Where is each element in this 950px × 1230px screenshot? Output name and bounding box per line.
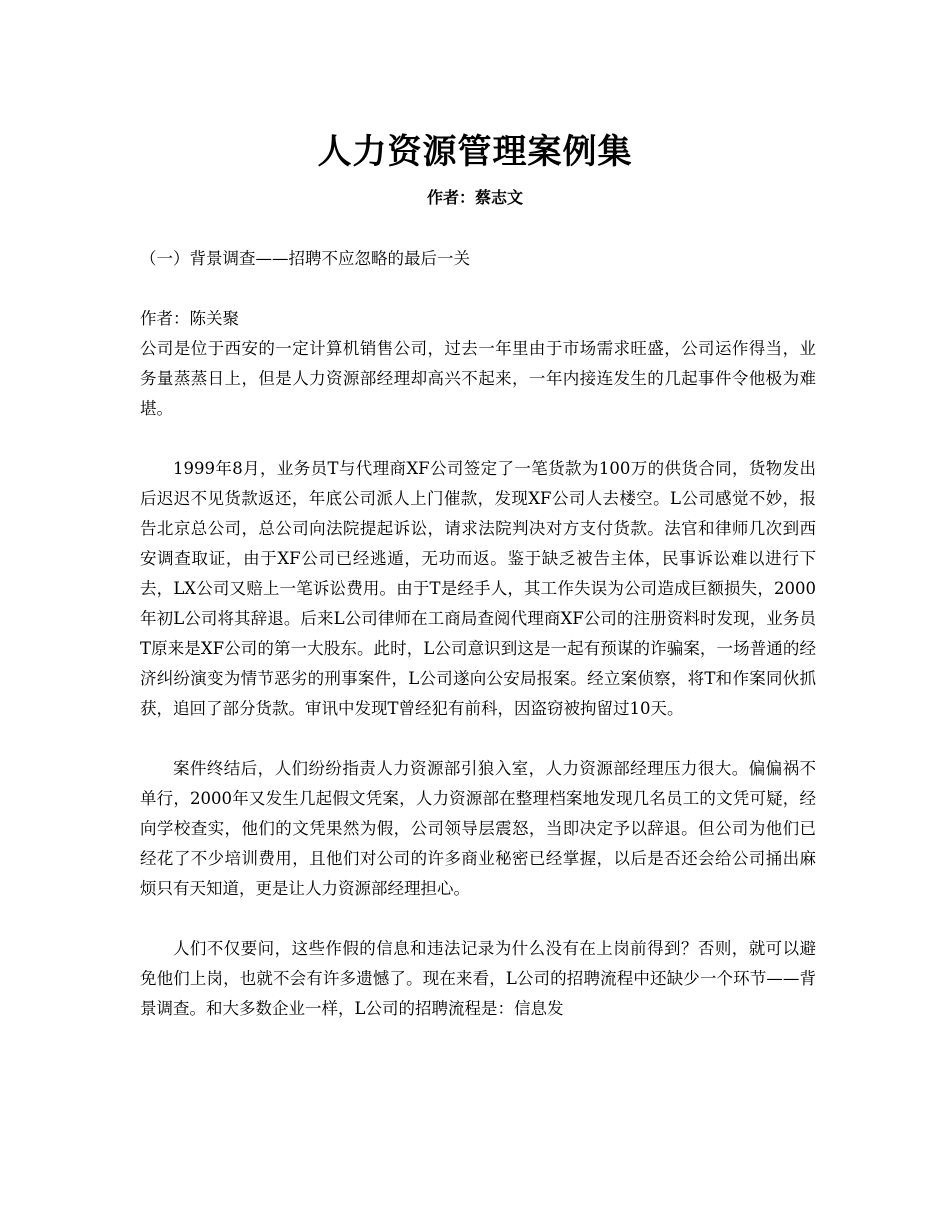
paragraph-case-diplomas: 案件终结后，人们纷纷指责人力资源部引狼入室，人力资源部经理压力很大。偏偏祸不单行，2000年又发生几起假文凭案，人力资源部在整理档案地发现几名员工的文凭可疑，经向学校查实，他们的文凭果然为假，公司领导层震怒，当即决定予以辞退。但公司为他们已经花了不少培训费用，且他们对公司的许多商业秘密已经掌握，以后是否还会给公司捅出麻烦只有天知道，更是让人力资源部经理担心。: [140, 759, 816, 898]
spacer: [140, 274, 816, 304]
paragraph-background-check: 人们不仅要问，这些作假的信息和违法记录为什么没有在上岗前得到？否则，就可以避免他们上岗，也就不会有许多遗憾了。现在来看，L公司的招聘流程中还缺少一个环节——背景调查。和大多数企业一样，L公司的招聘流程是：信息发: [140, 939, 816, 1018]
document-body: [140, 244, 816, 1024]
section-author: 作者：陈关聚: [140, 309, 239, 328]
document-title: 人力资源管理案例集: [317, 132, 633, 172]
spacer: [140, 424, 816, 454]
spacer: [140, 724, 816, 754]
paragraph-case-fraud: 1999年8月，业务员T与代理商XF公司签定了一笔货款为100万的供货合同，货物发出后迟迟不见货款返还，年底公司派人上门催款，发现XF公司人去楼空。L公司感觉不妙，报告北京总公司，总公司向法院提起诉讼，请求法院判决对方支付货款。法官和律师几次到西安调查取证，由于XF公司已经逃遁，无功而返。鉴于缺乏被告主体，民事诉讼难以进行下去，LX公司又赔上一笔诉讼费用。由于T是经手人，其工作失误为公司造成巨额损失，2000年初L公司将其辞退。后来L公司律师在工商局查阅代理商XF公司的注册资料时发现，业务员T原来是XF公司的第一大股东。此时，L公司意识到这是一起有预谋的诈骗案，一场普通的经济纠纷演变为情节恶劣的刑事案件，L公司遂向公安局报案。经立案侦察，将T和作案同伙抓获，追回了部分货款。审讯中发现T曾经犯有前科，因盗窃被拘留过10天。: [140, 459, 816, 718]
paragraph-intro: 公司是位于西安的一定计算机销售公司，过去一年里由于市场需求旺盛，公司运作得当，业务量蒸蒸日上，但是人力资源部经理却高兴不起来，一年内接连发生的几起事件令他极为难堪。: [140, 339, 816, 418]
section-heading: （一）背景调查——招聘不应忽略的最后一关: [140, 249, 470, 268]
document-author: 作者：蔡志文: [426, 188, 523, 207]
spacer: [140, 904, 816, 934]
